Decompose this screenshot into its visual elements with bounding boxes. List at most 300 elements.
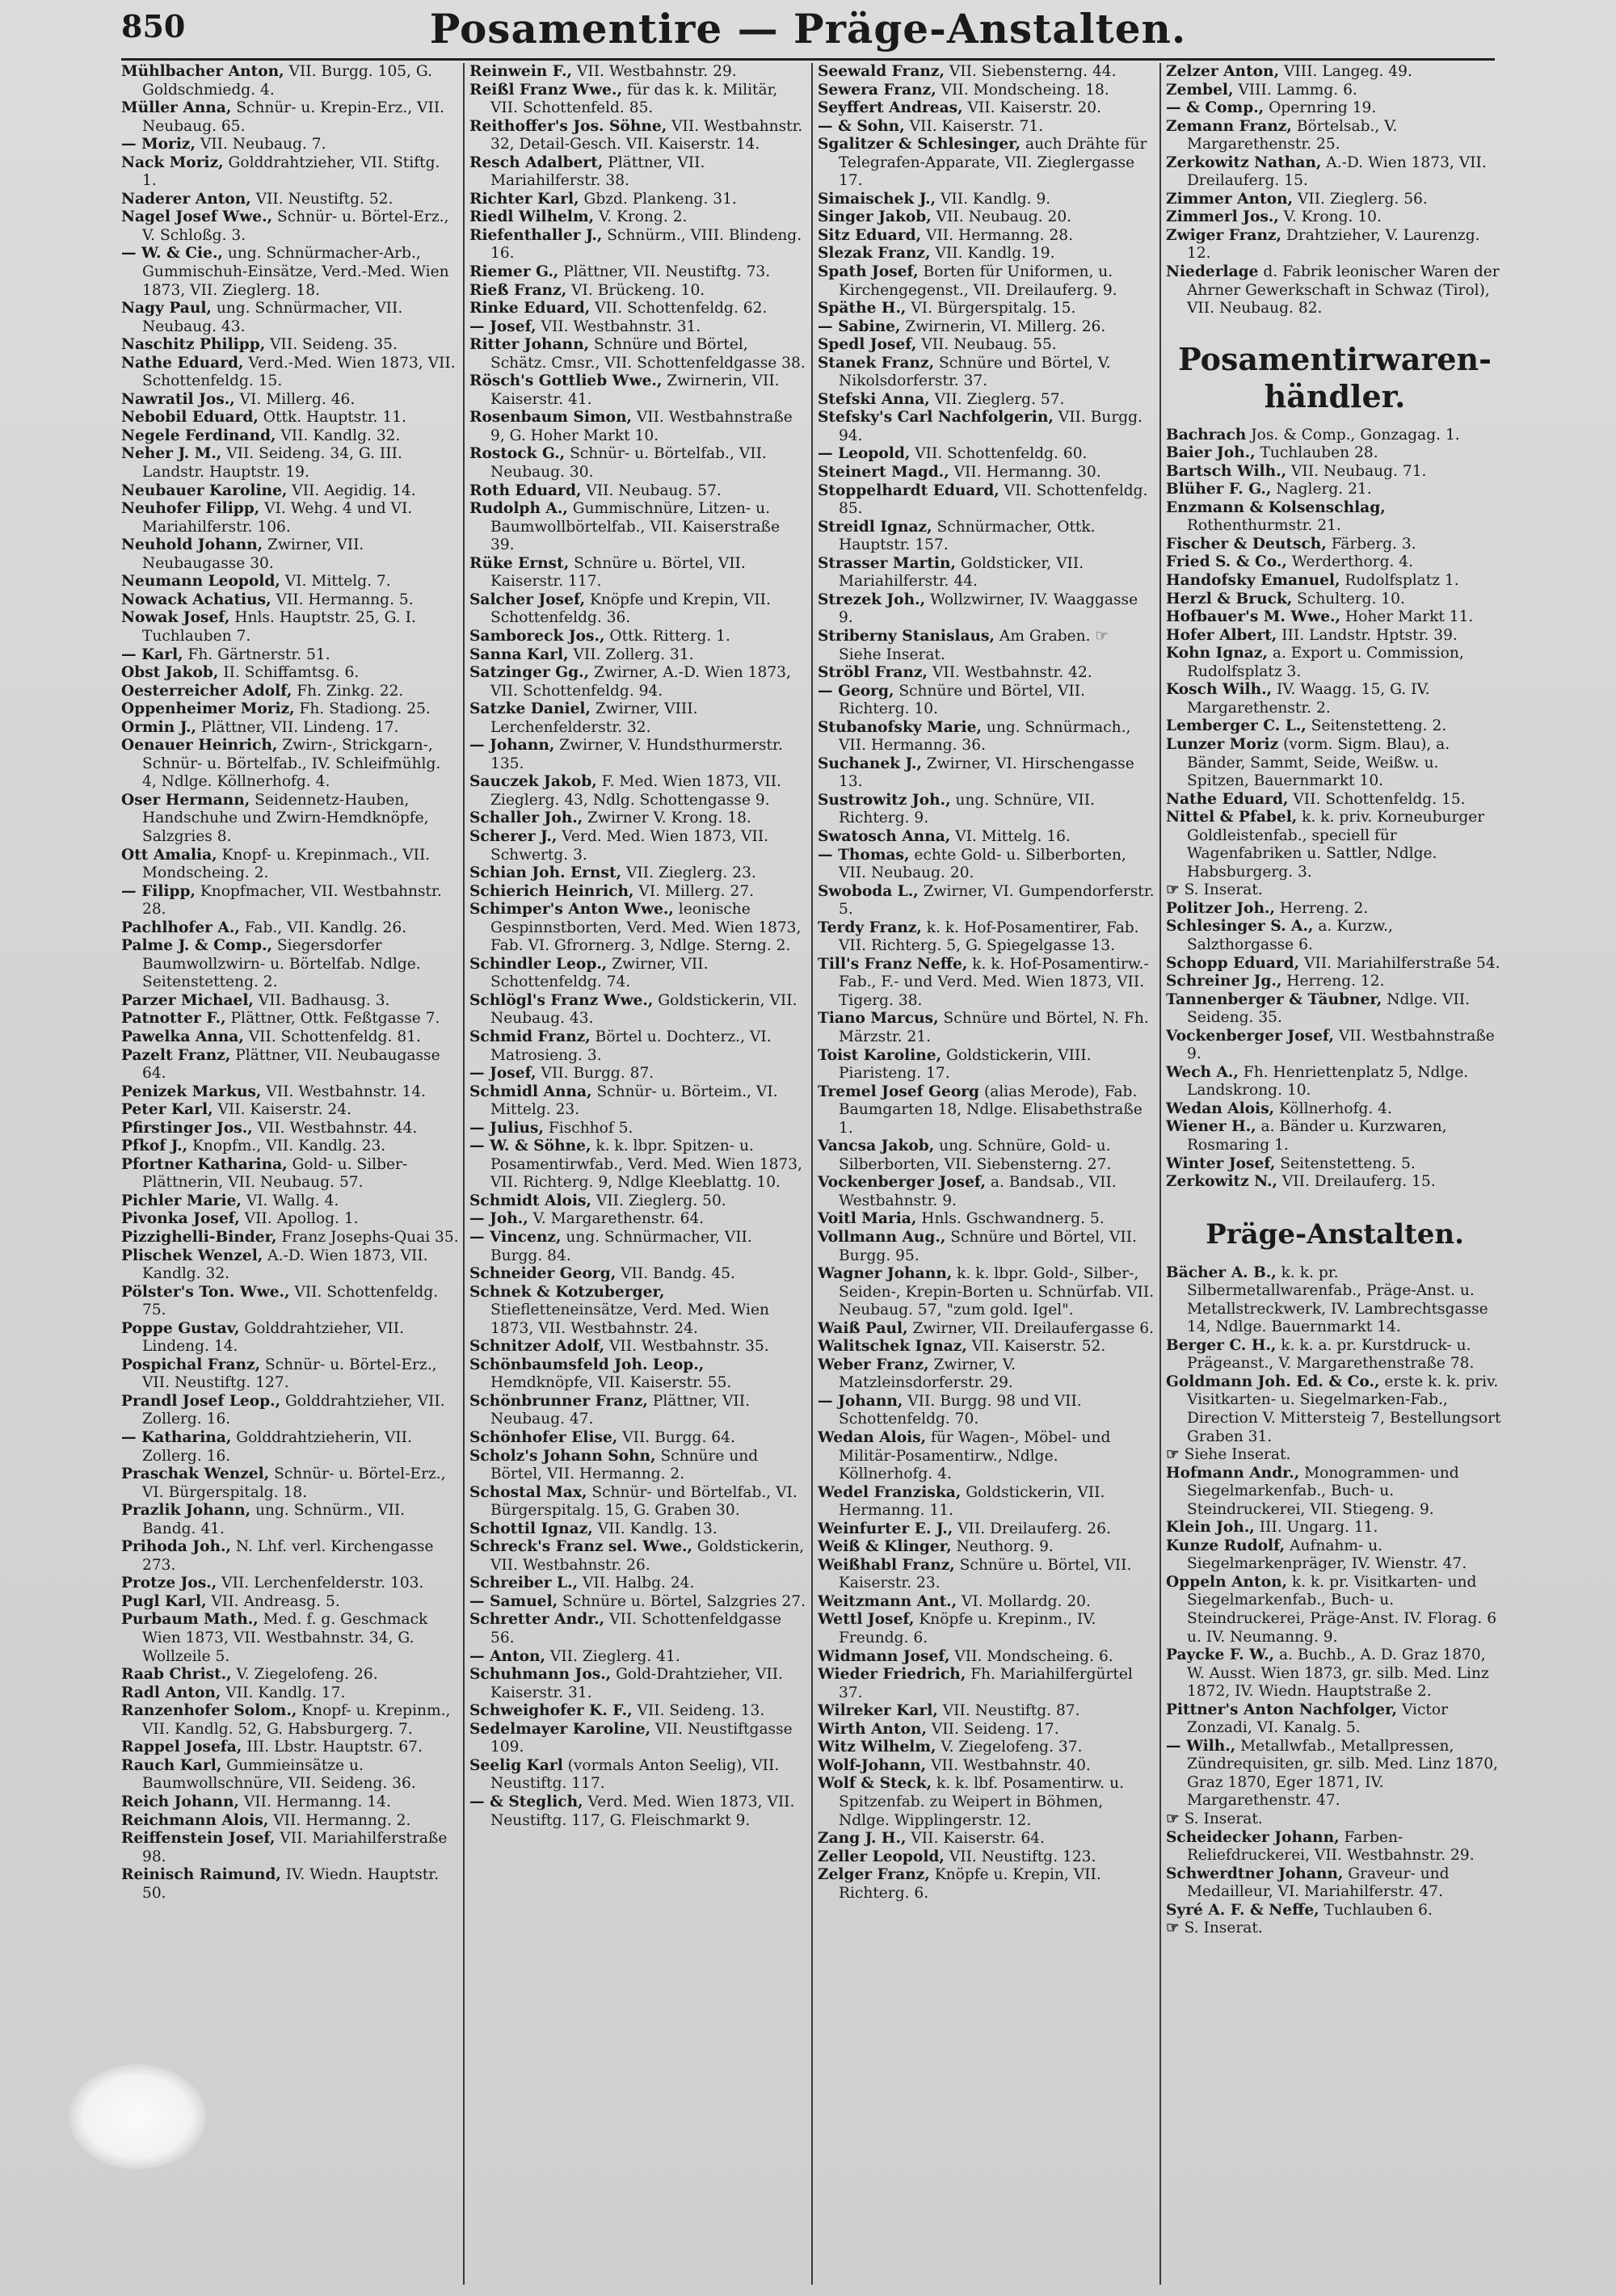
entry-name: Schierich Heinrich, — [469, 882, 634, 900]
entry-name: — Karl, — [121, 645, 183, 663]
entry-name: Bächer A. B., — [1166, 1264, 1277, 1281]
entry-name: Schmidl Anna, — [469, 1083, 592, 1100]
entry-name: Ranzenhofer Solom., — [121, 1702, 297, 1720]
directory-entry — [121, 1047, 459, 1083]
entry-name: Weber Franz, — [818, 1356, 929, 1373]
entry-name: Rieß Franz, — [469, 281, 567, 299]
directory-entry — [121, 482, 459, 501]
entry-details: VII. Seideng. 13. — [632, 1702, 765, 1720]
entry-name: Ströbl Franz, — [818, 664, 928, 682]
entry-name: Stefsky's Carl Nachfolgerin, — [818, 409, 1054, 427]
entry-name: Weinfurter E. J., — [818, 1520, 953, 1537]
entry-details: Neuthorg. 9. — [951, 1538, 1054, 1556]
directory-entry — [469, 409, 807, 445]
directory-entry — [1166, 118, 1504, 154]
directory-entry — [469, 591, 807, 628]
entry-details: Schnür- u. Krepin-Erz., VII. Neubaug. 65. — [142, 99, 445, 135]
entry-details: VII. Mariahilferstraße 54. — [1299, 954, 1500, 972]
entry-name: Baier Joh., — [1166, 444, 1256, 462]
directory-entry — [818, 1775, 1155, 1830]
entry-name: Nack Moriz, — [121, 153, 224, 171]
directory-entry — [121, 1192, 459, 1211]
entry-details: Hemdknöpfe, VII. Kaiserstr. 55. — [490, 1374, 732, 1392]
praege-anstalten-list — [1166, 1264, 1504, 1938]
entry-name: Zimmerl Jos., — [1166, 208, 1279, 226]
entry-details: VII. Neustiftg. 123. — [944, 1848, 1096, 1865]
entry-name: Radl Anton, — [121, 1684, 221, 1701]
entry-name: Lunzer Moriz — [1166, 735, 1279, 753]
entry-name: Müller Anna, — [121, 99, 232, 117]
directory-entry — [469, 227, 807, 263]
entry-details: Fh. Zinkg. 22. — [292, 682, 404, 700]
entry-name: Oenauer Heinrich, — [121, 737, 278, 755]
entry-details: VI. Wehg. 4 und VI. Mariahilferstr. 106. — [142, 500, 413, 536]
directory-entry — [818, 1866, 1155, 1903]
entry-details: Goldstickerin, VIII. Piaristeng. 17. — [839, 1046, 1092, 1083]
directory-entry — [121, 154, 459, 191]
entry-details: Siegersdorfer Baumwollzwirn- u. Börtelfab. Ndlge. Seitenstetteng. 2. — [142, 937, 421, 991]
entry-details: III. Ungarg. 11. — [1254, 1519, 1378, 1537]
directory-entry — [469, 336, 807, 372]
entry-details: k. k. lbpr. Spitzen- u. Posamentirwfab., Verd. Med. Wien 1873, VII. Richterg. 9, Ndlge Kleeblattg. 10. — [490, 1137, 802, 1192]
entry-details: VII. Kandlg. 17. — [221, 1684, 346, 1701]
directory-entry — [121, 445, 459, 481]
directory-entry — [121, 300, 459, 336]
directory-entry — [469, 1065, 807, 1083]
entry-details: Schnüre und Börtel, Schätz. Cmsr., VII. Schottenfeldgasse 38. — [490, 336, 806, 372]
entry-name: Schreiber L., — [469, 1575, 579, 1592]
entry-details: Schnüre und Börtel, N. Fh. Märzstr. 21. — [839, 1010, 1149, 1045]
directory-entry — [121, 136, 459, 154]
directory-entry — [1166, 63, 1504, 82]
directory-entry — [469, 809, 807, 828]
entry-name: Till's Franz Neffe, — [818, 955, 968, 973]
directory-entry — [818, 1083, 1155, 1138]
directory-entry — [121, 1010, 459, 1028]
entry-details: Golddrahtzieher, VII. Lindeng. 14. — [142, 1319, 405, 1356]
directory-entry — [1166, 1373, 1504, 1446]
directory-entry — [469, 318, 807, 337]
entry-name: Seewald Franz, — [818, 63, 945, 80]
directory-entry — [818, 591, 1155, 628]
entry-details: Ottk. Hauptstr. 11. — [258, 409, 406, 427]
entry-name: Schreiner Jg., — [1166, 973, 1282, 990]
entry-details: IV. Wiedn. Hauptstr. 50. — [142, 1866, 439, 1902]
entry-name: Pfirstinger Jos., — [121, 1119, 253, 1137]
directory-entry — [818, 1557, 1155, 1593]
entry-name: Schottil Ignaz, — [469, 1520, 593, 1537]
entry-name: Singer Jakob, — [818, 208, 932, 226]
entry-details: Goldstickerin, VII. Hermanng. 11. — [839, 1483, 1105, 1520]
entry-details: Zwirnerin, VI. Millerg. 26. — [900, 317, 1106, 335]
entry-name: Wilreker Karl, — [818, 1702, 938, 1720]
entry-details: Verd.-Med. Wien 1873, VII. Schottenfeldg. 15. — [142, 354, 456, 390]
directory-entry — [818, 1265, 1155, 1320]
directory-entry — [1166, 1064, 1504, 1100]
entry-details: leonische Gespinnstborten, Verd. Med. Wien 1873, Fab. VI. Gfrornerg. 3, Ndlge. Sterng. 2. — [490, 901, 802, 955]
entry-details: VII. Hermanng. 28. — [921, 226, 1074, 244]
entry-details: für das k. k. Militär, VII. Schottenfeld. 85. — [490, 81, 778, 117]
directory-entry — [121, 883, 459, 919]
entry-name: Negele Ferdinand, — [121, 427, 276, 444]
directory-entry — [121, 1538, 459, 1575]
entry-name: Bachrach — [1166, 426, 1247, 444]
entry-name: Scherer J., — [469, 827, 558, 845]
entry-details: Opernring 19. — [1264, 99, 1377, 117]
entry-details: Zwirner, V. Matzleinsdorferstr. 29. — [839, 1356, 1016, 1392]
entry-details: d. Fabrik leonischer Waren der Ahrner Gewerkschaft in Schwaz (Tirol), VII. Neubaug. 82. — [1187, 263, 1500, 317]
entry-details: Herreng. 12. — [1281, 973, 1385, 990]
entry-name: — W. & Cie., — [121, 245, 223, 263]
directory-entry — [469, 191, 807, 209]
entry-name: Schostal Max, — [469, 1483, 587, 1501]
directory-entry — [818, 1648, 1155, 1667]
directory-entry — [818, 1721, 1155, 1739]
entry-details: VII. Neubaug. 55. — [916, 336, 1057, 354]
directory-entry — [1166, 645, 1504, 681]
directory-entry — [1166, 1646, 1504, 1701]
directory-entry — [121, 737, 459, 792]
directory-entry — [469, 445, 807, 481]
directory-entry — [121, 792, 459, 847]
entry-details: ung. Schnüre, Gold- u. Silberborten, VII. Siebensterng. 27. — [839, 1137, 1112, 1173]
directory-entry — [121, 683, 459, 701]
entry-name: — Johann, — [818, 1392, 903, 1410]
entry-name: Weißhabl Franz, — [818, 1556, 955, 1574]
entry-details: VI. Mittelg. 7. — [280, 573, 391, 591]
entry-details: VII. Burgg. 98 und VII. Schottenfeldg. 70. — [839, 1392, 1082, 1428]
entry-details: Ottk. Ritterg. 1. — [604, 627, 730, 645]
entry-details: Zwirn-, Strickgarn-, Schnür- u. Börtelfab., IV. Schleifmühlg. 4, Ndlge. Köllnerhofg. 4. — [142, 737, 441, 791]
directory-entry — [469, 1393, 807, 1429]
entry-details: erste k. k. priv. Visitkarten- u. Siegelmarken-Fab., Direction V. Mittersteig 7, Bestellungsort Graben 31. — [1187, 1373, 1501, 1445]
entry-name: Reithoffer's Jos. Söhne, — [469, 117, 667, 135]
entry-name: Mühlbacher Anton, — [121, 63, 284, 80]
entry-name: Tannenberger & Täubner, — [1166, 990, 1382, 1008]
entry-name: Protze Jos., — [121, 1575, 217, 1592]
entry-details: Aufnahm- u. Siegelmarkenpräger, IV. Wienstr. 47. — [1187, 1537, 1467, 1573]
entry-details: k. k. Hof-Posamentirer, Fab. VII. Richterg. 5, G. Spiegelgasse 13. — [839, 919, 1139, 955]
entry-name: Strasser Martin, — [818, 554, 956, 572]
entry-name: Ott Amalia, — [121, 846, 217, 864]
entry-name: Swoboda L., — [818, 882, 919, 900]
entry-name: Kosch Wilh., — [1166, 681, 1273, 699]
entry-name: — Josef, — [469, 1065, 537, 1083]
directory-entry — [121, 919, 459, 938]
entry-name: Neuhofer Filipp, — [121, 500, 260, 518]
directory-entry — [1166, 918, 1504, 954]
entry-details: ung. Schnüre, VII. Richterg. 9. — [839, 791, 1095, 827]
entry-name: Widmann Josef, — [818, 1647, 950, 1665]
entry-name: Hofbauer's M. Wwe., — [1166, 608, 1340, 626]
entry-details: echte Gold- u. Silberborten, VII. Neubaug. 20. — [839, 846, 1126, 882]
entry-details: VII. Zieglerg. 57. — [929, 390, 1065, 408]
entry-name: ☞ — [1166, 1920, 1180, 1937]
directory-entry — [1166, 973, 1504, 991]
entry-details: VII. Schottenfeldgasse 56. — [490, 1611, 782, 1647]
directory-entry — [1166, 591, 1504, 609]
entry-details: Tuchlauben 6. — [1319, 1901, 1433, 1919]
entry-details: VII. Kaiserstr. 52. — [966, 1338, 1106, 1356]
directory-entry — [121, 1229, 459, 1247]
directory-entry — [469, 883, 807, 902]
entry-details: Plättner, VII. Neustiftg. 73. — [558, 263, 771, 281]
directory-entry — [1166, 154, 1504, 191]
entry-name: Schweighofer K. F., — [469, 1702, 633, 1720]
entry-details: a. Export u. Commission, Rudolfsplatz 3. — [1187, 645, 1464, 680]
entry-name: Pölster's Ton. Wwe., — [121, 1283, 290, 1301]
directory-entry — [818, 919, 1155, 956]
directory-entry — [121, 1611, 459, 1666]
entry-details: VI. Brückeng. 10. — [566, 281, 705, 299]
directory-entry — [469, 1593, 807, 1612]
entry-details: VII. Halbg. 24. — [578, 1575, 695, 1592]
entry-details: VII. Kandlg. 32. — [276, 427, 401, 444]
page-header — [121, 5, 1495, 60]
directory-entry — [1166, 1155, 1504, 1174]
directory-entry — [121, 937, 459, 992]
entry-details: VI. Mollardg. 20. — [957, 1592, 1091, 1610]
directory-entry — [818, 628, 1155, 664]
entry-name: — & Comp., — [1166, 99, 1265, 117]
entry-details: Graveur- und Medailleur, VI. Mariahilferstr. 47. — [1187, 1865, 1450, 1901]
directory-entry — [469, 1484, 807, 1520]
entry-details: Jos. & Comp., Gonzagag. 1. — [1246, 426, 1460, 444]
directory-entry — [818, 82, 1155, 100]
entry-details: (alias Merode), Fab. Baumgarten 18, Ndlge. Elisabethstraße 1. — [839, 1083, 1143, 1137]
entry-details: VII. Westbahnstr. 14. — [261, 1083, 427, 1100]
entry-name: Pivonka Josef, — [121, 1210, 240, 1228]
entry-name: Fried S. & Co., — [1166, 553, 1287, 571]
entry-details: Schnür- u. Börtel-Erz., V. Schloßg. 3. — [142, 208, 449, 244]
entry-name: Weitzmann Ant., — [818, 1592, 957, 1610]
entry-details: VII. Kandlg. 19. — [930, 245, 1055, 263]
entry-details: A.-D. Wien 1873, VII. Dreilauferg. 15. — [1187, 153, 1487, 190]
column-1 — [121, 63, 459, 2285]
entry-name: Pfkof J., — [121, 1137, 188, 1155]
entry-name: Nathe Eduard, — [1166, 790, 1289, 808]
entry-details: a. Kurzw., Salzthorgasse 6. — [1187, 918, 1393, 953]
directory-entry — [121, 1028, 459, 1047]
directory-entry — [469, 773, 807, 809]
entry-name: Rudolph A., — [469, 500, 568, 518]
entry-name: Tiano Marcus, — [818, 1010, 939, 1028]
entry-name: — Leopold, — [818, 445, 911, 463]
entry-details: Börtelsab., V. Margarethenstr. 25. — [1187, 117, 1398, 153]
entry-name: Schopp Eduard, — [1166, 954, 1300, 972]
directory-entry — [121, 719, 459, 738]
entry-name: — Thomas, — [818, 846, 910, 864]
entry-name: Schönhofer Elise, — [469, 1429, 618, 1447]
entry-name: Pizzighelli-Binder, — [121, 1229, 277, 1246]
entry-details: Golddrahtzieher, VII. Stiftg. 1. — [142, 153, 440, 190]
entry-name: — Katharina, — [121, 1429, 232, 1447]
directory-entry — [1166, 1173, 1504, 1192]
directory-entry — [818, 1010, 1155, 1046]
entry-name: ☞ — [1166, 881, 1180, 899]
directory-entry — [1166, 608, 1504, 627]
entry-name: Wedan Alois, — [1166, 1100, 1275, 1117]
directory-entry — [1166, 536, 1504, 554]
directory-entry — [121, 1702, 459, 1739]
entry-details: V. Krong. 10. — [1278, 208, 1382, 226]
directory-entry — [121, 646, 459, 665]
directory-entry — [121, 1429, 459, 1465]
entry-name: Prandl Josef Leop., — [121, 1392, 281, 1410]
directory-entry — [121, 1866, 459, 1903]
entry-name: Handofsky Emanuel, — [1166, 572, 1340, 590]
entry-name: Purbaum Math., — [121, 1611, 259, 1629]
entry-name: Oppenheimer Moriz, — [121, 700, 295, 718]
entry-details: Schnür- u. Börtelfab., VII. Neubaug. 30. — [490, 445, 767, 481]
entry-name: Rosenbaum Simon, — [469, 409, 632, 427]
entry-name: Salcher Josef, — [469, 591, 586, 608]
entry-name: Schretter Andr., — [469, 1611, 605, 1629]
directory-entry — [121, 1575, 459, 1593]
entry-name: Plischek Wenzel, — [121, 1247, 263, 1264]
entry-details: VII. Westbahnstr. 31. — [536, 317, 701, 335]
entry-details: Borten für Uniformen, u. Kirchengegenst., VII. Dreilauferg. 9. — [839, 263, 1117, 299]
directory-entry — [818, 1356, 1155, 1393]
entry-name: Pfortner Katharina, — [121, 1155, 288, 1173]
directory-entry — [818, 336, 1155, 355]
directory-entry — [1166, 208, 1504, 227]
directory-entry — [121, 355, 459, 391]
directory-entry — [469, 555, 807, 591]
entry-name: Wolf & Steck, — [818, 1775, 932, 1793]
directory-entry — [1166, 1519, 1504, 1537]
directory-entry — [818, 792, 1155, 828]
entry-details: Schnür- u. Börteim., VI. Mittelg. 23. — [490, 1083, 778, 1119]
directory-entry — [818, 1593, 1155, 1612]
entry-details: VII. Bandg. 45. — [616, 1265, 735, 1283]
entry-details: VII. Burgg. 105, G. Goldschmiedg. 4. — [142, 63, 433, 99]
entry-name: Oesterreicher Adolf, — [121, 682, 292, 700]
directory-entry — [1166, 736, 1504, 791]
directory-entry — [121, 208, 459, 245]
entry-name: Neher J. M., — [121, 445, 222, 463]
column-divider — [811, 63, 813, 2285]
entry-details: Goldstickerin, VII. Westbahnstr. 26. — [490, 1538, 805, 1574]
entry-name: Schaller Joh., — [469, 809, 583, 827]
entry-details: VII. Seideng. 35. — [265, 336, 398, 354]
header-rule — [121, 58, 1495, 61]
entry-details: Wollzwirner, IV. Waaggasse 9. — [839, 591, 1138, 627]
directory-entry — [1166, 99, 1504, 118]
directory-entry — [818, 1848, 1155, 1867]
entry-name: Reinwein F., — [469, 63, 573, 80]
directory-entry — [469, 1338, 807, 1356]
entry-name: Praschak Wenzel, — [121, 1465, 270, 1483]
directory-entry — [121, 1137, 459, 1156]
entry-details: Färberg. 3. — [1326, 535, 1416, 553]
directory-entry — [818, 1320, 1155, 1339]
entry-name: — Moriz, — [121, 136, 196, 153]
entry-name: Raab Christ., — [121, 1666, 232, 1684]
entry-name: Hofer Albert, — [1166, 626, 1277, 644]
directory-entry — [1166, 191, 1504, 209]
directory-entry — [121, 1502, 459, 1538]
entry-name: Wiener H., — [1166, 1118, 1256, 1136]
entry-name: Oppeln Anton, — [1166, 1573, 1288, 1591]
entry-details: N. Lhf. verl. Kirchengasse 273. — [142, 1538, 434, 1574]
entry-name: Klein Joh., — [1166, 1519, 1255, 1537]
entry-name: Reich Johann, — [121, 1793, 239, 1810]
directory-entry — [818, 191, 1155, 209]
entry-name: Pawelka Anna, — [121, 1028, 244, 1045]
entry-details: VII. Apollog. 1. — [239, 1210, 359, 1228]
entry-name: Walitschek Ignaz, — [818, 1338, 967, 1356]
directory-entry — [818, 1611, 1155, 1647]
entry-details: k. k. lbf. Posamentirw. u. Spitzenfab. zu Weipert in Böhmen, Ndlge. Wipplingerstr. 12. — [839, 1775, 1124, 1829]
entry-name: Schreck's Franz sel. Wwe., — [469, 1538, 692, 1556]
entry-details: Seitenstetteng. 5. — [1275, 1154, 1416, 1172]
entry-details: Fh. Henriettenplatz 5, Ndlge. Landskrong. 10. — [1187, 1063, 1469, 1100]
entry-name: Rüke Ernst, — [469, 554, 570, 572]
entry-details: ung. Schnürmacher-Arb., Gummischuh-Einsätze, Verd.-Med. Wien 1873, VII. Zieglerg. 18. — [142, 245, 449, 299]
entry-details: Börtel u. Dochterz., VI. Matrosieng. 3. — [490, 1028, 772, 1064]
entry-details: Köllnerhofg. 4. — [1274, 1100, 1392, 1117]
entry-details: Schnüre und Börtel, VII. Richterg. 10. — [839, 682, 1086, 718]
entry-details: III. Landstr. Hptstr. 39. — [1277, 626, 1458, 644]
entry-details: a. Bänder u. Kurzwaren, Rosmaring 1. — [1187, 1118, 1447, 1154]
entry-details: S. Inserat. — [1179, 881, 1263, 899]
entry-name: Nathe Eduard, — [121, 354, 244, 372]
directory-entry — [121, 409, 459, 427]
entry-name: Rappel Josefa, — [121, 1739, 242, 1756]
entry-name: Slezak Franz, — [818, 245, 931, 263]
directory-entry — [469, 828, 807, 864]
entry-details: VII. Neustiftg. 87. — [937, 1702, 1080, 1720]
entry-name: — & Sohn, — [818, 117, 905, 135]
entry-name: Nawratil Jos., — [121, 390, 235, 408]
directory-entry — [818, 99, 1155, 118]
directory-entry — [1166, 1028, 1504, 1064]
entry-name: Rauch Karl, — [121, 1756, 222, 1774]
directory-entry — [469, 1137, 807, 1192]
entry-name: Neuhold Johann, — [121, 536, 263, 554]
entry-details: Goldstickerin, VII. Neubaug. 43. — [490, 991, 797, 1028]
directory-entry — [1166, 955, 1504, 973]
directory-entry — [818, 683, 1155, 719]
entry-details: II. Schiffamtsg. 6. — [218, 664, 360, 682]
entry-name: Tremel Josef Georg — [818, 1083, 980, 1100]
entry-details: Gummischnüre, Litzen- u. Baumwollbörtelfab., VII. Kaiserstraße 39. — [490, 500, 781, 554]
directory-entry — [469, 63, 807, 82]
entry-name: Scheidecker Johann, — [1166, 1828, 1340, 1846]
directory-entry — [121, 191, 459, 209]
directory-entry — [469, 992, 807, 1028]
entry-name: Seyffert Andreas, — [818, 99, 963, 117]
entry-details: VII. Westbahnstr. 29. — [572, 63, 737, 80]
entry-name: Witz Wilhelm, — [818, 1739, 936, 1756]
entry-name: — Julius, — [469, 1119, 544, 1137]
entry-details: Zwirner, VII. Schottenfeldg. 74. — [490, 955, 709, 991]
entry-details: Knopfm., VII. Kandlg. 23. — [187, 1137, 386, 1155]
entry-details: ung. Schnürmacher, VII. Burgg. 84. — [490, 1229, 752, 1264]
entry-name: Zelger Franz, — [818, 1866, 930, 1884]
entry-name: — Filipp, — [121, 882, 196, 900]
entry-name: Schwerdtner Johann, — [1166, 1865, 1344, 1882]
directory-entry — [121, 1793, 459, 1812]
directory-entry — [469, 1757, 807, 1793]
entry-name: — Johann, — [469, 737, 555, 755]
entry-name: Oser Hermann, — [121, 791, 250, 809]
entry-details: VII. Neubaug. 7. — [195, 136, 326, 153]
entry-details: VII. Westbahnstraße 9. — [1187, 1027, 1495, 1063]
entry-name: Vockenberger Josef, — [1166, 1027, 1334, 1045]
directory-entry — [121, 1593, 459, 1612]
